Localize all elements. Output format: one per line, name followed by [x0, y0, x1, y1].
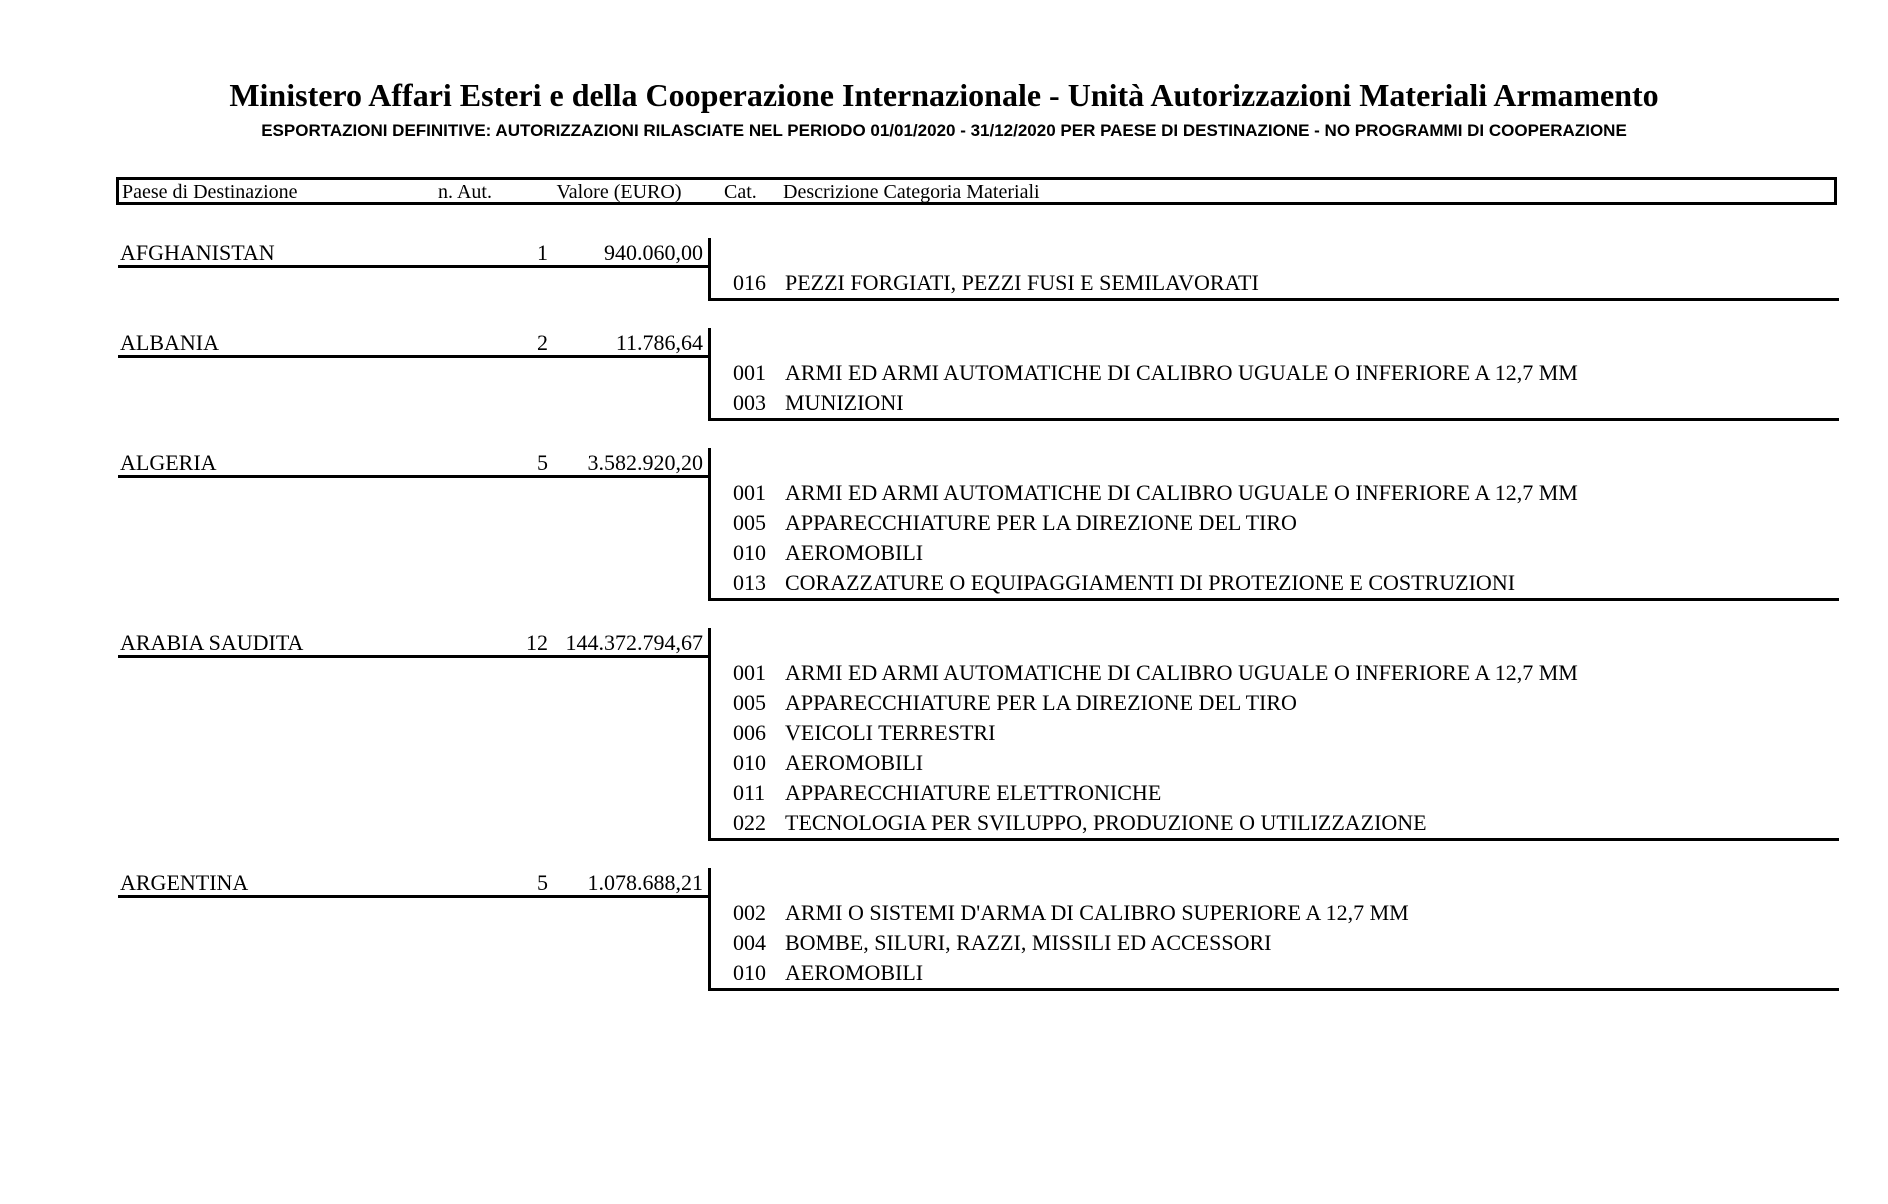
category-code: 001	[733, 660, 766, 685]
n-aut-value: 5	[537, 450, 548, 475]
category-description: APPARECCHIATURE ELETTRONICHE	[785, 780, 1162, 805]
category-description: ARMI ED ARMI AUTOMATICHE DI CALIBRO UGUALE O INFERIORE A 12,7 MM	[785, 660, 1578, 685]
n-aut-value: 2	[537, 330, 548, 355]
category-description: BOMBE, SILURI, RAZZI, MISSILI ED ACCESSORI	[785, 930, 1272, 955]
n-aut-value: 1	[537, 240, 548, 265]
category-row	[708, 718, 1839, 748]
category-description: AEROMOBILI	[785, 540, 924, 565]
country-name: ALGERIA	[120, 450, 217, 475]
column-header-n-aut: n. Aut.	[438, 181, 492, 203]
category-list	[708, 478, 1839, 601]
category-description: AEROMOBILI	[785, 960, 924, 985]
country-name: ARGENTINA	[120, 870, 249, 895]
category-row	[708, 538, 1839, 568]
category-row	[708, 568, 1839, 598]
category-row	[708, 478, 1839, 508]
category-list	[708, 358, 1839, 421]
category-row	[708, 958, 1839, 988]
category-row	[708, 688, 1839, 718]
category-description: AEROMOBILI	[785, 750, 924, 775]
page-title: Ministero Affari Esteri e della Cooperazione Internazionale - Unità Autorizzazioni Materiali Armamento	[229, 77, 1659, 113]
valore-value: 11.786,64	[615, 330, 703, 355]
category-row	[708, 898, 1839, 928]
category-row	[708, 508, 1839, 538]
column-header-cat: Cat.	[724, 181, 757, 203]
n-aut-value: 5	[537, 870, 548, 895]
category-description: ARMI ED ARMI AUTOMATICHE DI CALIBRO UGUALE O INFERIORE A 12,7 MM	[785, 360, 1578, 385]
category-code: 001	[733, 360, 766, 385]
category-list	[708, 268, 1839, 301]
country-row	[118, 238, 708, 268]
category-description: MUNIZIONI	[785, 390, 904, 415]
category-code: 022	[733, 810, 766, 835]
valore-value: 940.060,00	[604, 240, 703, 265]
valore-value: 144.372.794,67	[565, 630, 703, 655]
category-row	[708, 268, 1839, 298]
category-code: 010	[733, 750, 766, 775]
country-row	[118, 328, 708, 358]
category-description: ARMI O SISTEMI D'ARMA DI CALIBRO SUPERIORE A 12,7 MM	[785, 900, 1409, 925]
country-name: ALBANIA	[120, 330, 219, 355]
category-code: 001	[733, 480, 766, 505]
column-header-paese: Paese di Destinazione	[122, 181, 298, 203]
n-aut-value: 12	[526, 630, 548, 655]
category-row	[708, 658, 1839, 688]
category-code: 003	[733, 390, 766, 415]
category-row	[708, 388, 1839, 418]
category-list	[708, 898, 1839, 991]
category-code: 013	[733, 570, 766, 595]
country-name: ARABIA SAUDITA	[120, 630, 304, 655]
valore-value: 3.582.920,20	[587, 450, 703, 475]
category-description: PEZZI FORGIATI, PEZZI FUSI E SEMILAVORATI	[785, 270, 1259, 295]
category-row	[708, 778, 1839, 808]
category-code: 006	[733, 720, 766, 745]
category-row	[708, 358, 1839, 388]
valore-value: 1.078.688,21	[587, 870, 703, 895]
category-list	[708, 658, 1839, 841]
category-description: VEICOLI TERRESTRI	[785, 720, 996, 745]
category-description: ARMI ED ARMI AUTOMATICHE DI CALIBRO UGUALE O INFERIORE A 12,7 MM	[785, 480, 1578, 505]
country-name: AFGHANISTAN	[120, 240, 275, 265]
category-description: APPARECCHIATURE PER LA DIREZIONE DEL TIRO	[785, 510, 1297, 535]
category-code: 002	[733, 900, 766, 925]
category-row	[708, 748, 1839, 778]
page-subtitle: ESPORTAZIONI DEFINITIVE: AUTORIZZAZIONI RILASCIATE NEL PERIODO 01/01/2020 - 31/12/2020 PER PAESE DI DESTINAZIONE - NO PROGRAMMI DI COOPERAZIONE	[261, 121, 1627, 140]
category-code: 010	[733, 960, 766, 985]
table-header	[116, 177, 1837, 205]
category-code: 004	[733, 930, 766, 955]
category-code: 016	[733, 270, 766, 295]
category-description: CORAZZATURE O EQUIPAGGIAMENTI DI PROTEZIONE E COSTRUZIONI	[785, 570, 1516, 595]
category-code: 005	[733, 510, 766, 535]
category-description: TECNOLOGIA PER SVILUPPO, PRODUZIONE O UTILIZZAZIONE	[785, 810, 1427, 835]
column-header-valore: Valore (EURO)	[556, 181, 682, 203]
category-description: APPARECCHIATURE PER LA DIREZIONE DEL TIRO	[785, 690, 1297, 715]
category-row	[708, 928, 1839, 958]
country-row	[118, 868, 708, 898]
country-row	[118, 448, 708, 478]
category-code: 011	[733, 780, 766, 805]
category-code: 005	[733, 690, 766, 715]
category-row	[708, 808, 1839, 838]
column-header-descrizione: Descrizione Categoria Materiali	[783, 181, 1040, 203]
category-code: 010	[733, 540, 766, 565]
country-row	[118, 628, 708, 658]
